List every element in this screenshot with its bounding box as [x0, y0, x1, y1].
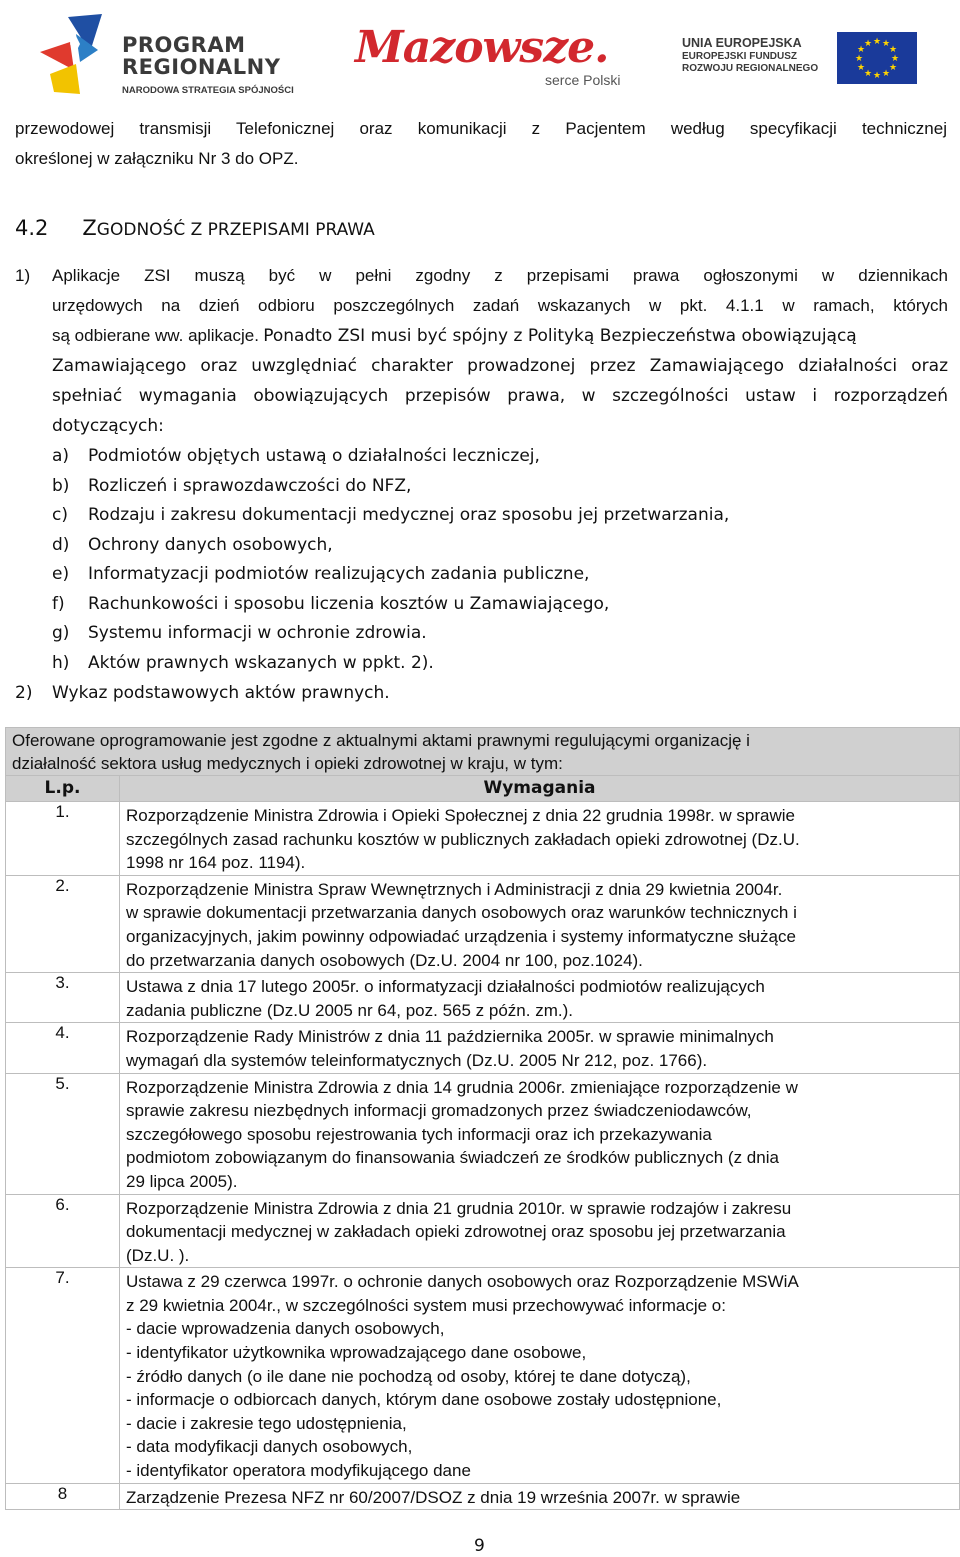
section-title-initial: Z [82, 216, 97, 240]
row-requirement: Zarządzenie Prezesa NFZ nr 60/2007/DSOZ z dnia 19 września 2007r. w sprawie [120, 1483, 960, 1510]
list-item: g) Systemu informacji w ochronie zdrowia. [52, 623, 427, 643]
mazowsze-logo [355, 20, 645, 95]
svg-text:★: ★ [872, 71, 882, 81]
row-requirement: Rozporządzenie Ministra Zdrowia i Opieki Społecznej z dnia 22 grudnia 1998r. w sprawie szczególnych zasad rachunku kosztów w publicznych zakładach opieki zdrowotnej (Dz.U. 1998 nr 164 poz. 1194). [120, 802, 960, 876]
table-intro-cell: Oferowane oprogramowanie jest zgodne z aktualnymi aktami prawnymi regulującymi organizację i działalność sektora usług medycznych i opieki zdrowotnej w kraju, w tym: [6, 728, 960, 776]
list-item: f) Rachunkowości i sposobu liczenia kosztów u Zamawiającego, [52, 594, 610, 614]
point-1-line-3: są odbierane ww. aplikacje. Ponadto ZSI musi być spójny z Polityką Bezpieczeństwa obowiązującą [52, 326, 857, 346]
row-number: 7. [6, 1268, 120, 1483]
legal-acts-table [5, 727, 960, 1510]
row-requirement: Rozporządzenie Ministra Zdrowia z dnia 21 grudnia 2010r. w sprawie rodzajów i zakresu dokumentacji medycznej w zakładach opieki zdrowotnej oraz sposobu jej przetwarzania (Dz.U. ). [120, 1194, 960, 1268]
row-number: 5. [6, 1073, 120, 1194]
table-row [6, 973, 960, 1023]
list-item: a) Podmiotów objętych ustawą o działalności leczniczej, [52, 446, 540, 466]
row-requirement: Ustawa z 29 czerwca 1997r. o ochronie danych osobowych oraz Rozporządzenie MSWiA z 29 kwietnia 2004r., w szczególności system musi przechowywać informacje o: - dacie wprowadzenia danych osobowych, - identyfikator użytkownika wprowadzającego dane osobowe, - źródło danych (o ile dane nie pochodzą od osoby, której te dane dotyczą), - informacje o odbiorcach danych, którym dane osobowe zostały udostępnione, - dacie i zakresie tego udostępnienia, - data modyfikacji danych osobowych, - identyfikator operatora modyfikującego dane [120, 1268, 960, 1483]
row-number: 3. [6, 973, 120, 1023]
svg-text:★: ★ [888, 63, 898, 73]
eu-logo [682, 24, 927, 94]
point-1-marker: 1) [15, 266, 31, 285]
table-row [6, 1194, 960, 1268]
row-number: 2. [6, 875, 120, 972]
point-2: 2) Wykaz podstawowych aktów prawnych. [15, 683, 390, 703]
svg-text:★: ★ [856, 45, 866, 55]
eu-flag-icon [837, 32, 917, 84]
row-requirement: Rozporządzenie Ministra Zdrowia z dnia 14 grudnia 2006r. zmieniające rozporządzenie w sprawie zakresu niezbędnych informacji gromadzonych przez świadczeniodawców, szczegółowego sposobu rejestrowania tych informacji oraz ich przekazywania podmiotom zobowiązanym do finansowania świadczeń ze środków publicznych (z dnia 29 lipca 2005). [120, 1073, 960, 1194]
row-requirement: Ustawa z dnia 17 lutego 2005r. o informatyzacji działalności podmiotów realizujących zadania publiczne (Dz.U 2005 nr 64, poz. 565 z późn. zm.). [120, 973, 960, 1023]
table-row [6, 802, 960, 876]
column-header-requirements: Wymagania [120, 776, 960, 802]
svg-text:★: ★ [881, 39, 891, 49]
row-number: 1. [6, 802, 120, 876]
point-1-line-4: Zamawiającego oraz uwzględniać charakter prowadzonej przez Zamawiającego działalności oraz [52, 356, 948, 376]
list-item: e) Informatyzacji podmiotów realizujących zadania publiczne, [52, 564, 590, 584]
svg-text:★: ★ [890, 54, 900, 64]
list-item: h) Aktów prawnych wskazanych w ppkt. 2). [52, 653, 434, 673]
program-regionalny-logo [40, 12, 330, 97]
table-row [6, 1483, 960, 1510]
intro-line-1: przewodowej transmisji Telefonicznej oraz komunikacji z Pacjentem według specyfikacji technicznej [15, 119, 947, 138]
section-title-rest: GODNOŚĆ Z PRZEPISAMI PRAWA [96, 220, 375, 240]
svg-text:★: ★ [863, 39, 873, 49]
header-logos [0, 0, 960, 105]
program-regionalny-title: PROGRAM REGIONALNY [122, 33, 281, 79]
program-regionalny-emblem-icon [40, 12, 110, 97]
table-intro-row [6, 728, 960, 776]
row-requirement: Rozporządzenie Rady Ministrów z dnia 11 października 2005r. w sprawie minimalnych wymagań dla systemów teleinformatycznych (Dz.U. 2005 Nr 212, poz. 1766). [120, 1023, 960, 1073]
row-number: 6. [6, 1194, 120, 1268]
list-item: c) Rodzaju i zakresu dokumentacji medycznej oraz sposobu jej przetwarzania, [52, 505, 730, 525]
section-heading [15, 216, 375, 240]
point-1-line-6: dotyczących: [52, 416, 164, 436]
point-1-line-2: urzędowych na dzień odbioru poszczególnych zadań wskazanych w pkt. 4.1.1 w ramach, których [52, 296, 948, 315]
svg-text:★: ★ [872, 37, 882, 47]
svg-text:★: ★ [854, 54, 864, 64]
table-header-row [6, 776, 960, 802]
table-row [6, 1268, 960, 1483]
mazowsze-wordmark: Mazowsze. [355, 22, 609, 73]
section-number: 4.2 [15, 216, 49, 240]
list-item: d) Ochrony danych osobowych, [52, 535, 333, 555]
table-row [6, 1023, 960, 1073]
svg-text:★: ★ [863, 69, 873, 79]
mazowsze-tagline: serce Polski [545, 72, 621, 88]
point-1-line-1: Aplikacje ZSI muszą być w pełni zgodny z przepisami prawa ogłoszonymi w dziennikach [52, 266, 948, 285]
program-regionalny-subtitle: NARODOWA STRATEGIA SPÓJNOŚCI [122, 85, 294, 96]
row-number: 4. [6, 1023, 120, 1073]
page-number: 9 [474, 1536, 485, 1556]
svg-text:★: ★ [856, 63, 866, 73]
point-1-line-5: spełniać wymagania obowiązujących przepisów prawa, w szczególności ustaw i rozporządzeń [52, 386, 948, 406]
svg-text:★: ★ [881, 69, 891, 79]
column-header-lp: L.p. [6, 776, 120, 802]
table-row [6, 875, 960, 972]
row-requirement: Rozporządzenie Ministra Spraw Wewnętrznych i Administracji z dnia 29 kwietnia 2004r. w sprawie dokumentacji przetwarzania danych osobowych oraz warunków technicznych i organizacyjnych, jakim powinny odpowiadać urządzenia i systemy informatyczne służące do przetwarzania danych osobowych (Dz.U. 2004 nr 100, poz.1024). [120, 875, 960, 972]
intro-line-2: określonej w załączniku Nr 3 do OPZ. [15, 149, 299, 168]
table-row [6, 1073, 960, 1194]
row-number: 8 [6, 1483, 120, 1510]
eu-text: UNIA EUROPEJSKA EUROPEJSKI FUNDUSZ ROZWOJU REGIONALNEGO [682, 36, 819, 74]
svg-text:★: ★ [888, 45, 898, 55]
list-item: b) Rozliczeń i sprawozdawczości do NFZ, [52, 476, 412, 496]
